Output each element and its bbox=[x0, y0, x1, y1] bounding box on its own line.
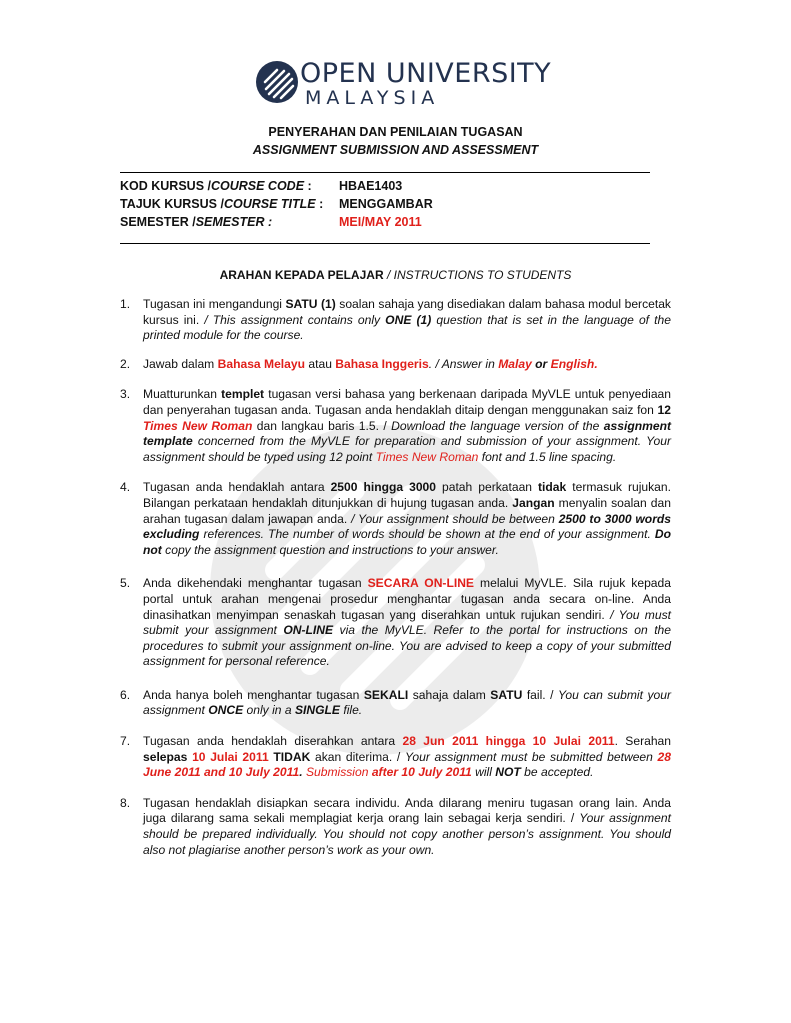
course-title-value: MENGGAMBAR bbox=[339, 197, 433, 211]
item-text: fail. / bbox=[522, 687, 558, 702]
course-code-value: HBAE1403 bbox=[339, 179, 403, 193]
item-text: Jangan bbox=[512, 495, 555, 510]
item-text: concerned from the MyVLE for preparation and submission of your assignment. Your assignment should be typed using 12 point bbox=[143, 434, 671, 464]
item-text: Tugasan anda hendaklah diserahkan antara bbox=[143, 734, 403, 749]
semester-value: MEI/MAY 2011 bbox=[339, 215, 422, 229]
item-text: Download the language version of the bbox=[391, 418, 604, 433]
item-text: 2500 to 3000 words excluding bbox=[143, 511, 672, 542]
item-text: ONE (1) bbox=[385, 312, 432, 327]
item-text: patah perkataan bbox=[436, 480, 539, 495]
item-text: question that is set in the language of the printed module for the course. bbox=[143, 312, 671, 343]
instructions-title bbox=[0, 268, 791, 282]
item-text: Your assignment should be prepared individually. You should not copy another person’s assignment. You should also not plagiarise another person’s work as your own. bbox=[143, 811, 671, 857]
doc-title-ms: PENYERAHAN DAN PENILAIAN TUGASAN bbox=[268, 125, 523, 139]
item-text: Tugasan hendaklah disiapkan secara individu. Anda dilarang meniru tugasan orang lain. Anda juga dilarang sama sekali memplagiat kerja orang lain sebagai kerja sendiri. / bbox=[143, 795, 671, 826]
course-title-label-en: COURSE TITLE bbox=[223, 197, 316, 211]
item-text: Tugasan ini mengandungi bbox=[143, 297, 286, 311]
item-text: Jawab dalam bbox=[143, 356, 218, 371]
item-text: SEKALI bbox=[363, 687, 409, 702]
item-text: 12 bbox=[657, 402, 671, 417]
item-text: templet bbox=[221, 387, 265, 402]
item-text: via the MyVLE. Refer to the portal for instructions on the procedures to submit your assignment on-line. You are advised to keep a copy of your submitted assignment for personal reference. bbox=[143, 623, 671, 669]
divider-top bbox=[120, 172, 650, 173]
item-text: melalui MyVLE. Sila rujuk kepada portal untuk arahan mengenai prosedur menghantar tugasan anda secara on-line. Anda dinasihatkan menyimpan senaskah tugasan yang diserahkan untuk rujukan sendiri. bbox=[143, 576, 671, 622]
item-text: . bbox=[299, 765, 306, 780]
item-number: 8. bbox=[120, 795, 131, 810]
item-text: font and 1.5 line spacing. bbox=[478, 449, 617, 464]
item-number: 7. bbox=[120, 734, 131, 749]
item-text: Tugasan anda hendaklah antara bbox=[143, 480, 331, 495]
item-text: Submission bbox=[305, 765, 372, 780]
item-text: / This assignment contains only bbox=[204, 312, 386, 327]
item-text: Times New Roman bbox=[143, 418, 253, 433]
course-code-label-en: COURSE CODE bbox=[210, 179, 305, 193]
item-text: NOT bbox=[495, 765, 521, 780]
item-text: Anda dikehendaki menghantar tugasan bbox=[143, 576, 368, 591]
item-number: 3. bbox=[120, 387, 131, 402]
list-item bbox=[120, 734, 671, 781]
item-text: Answer in bbox=[441, 356, 499, 371]
divider-bottom bbox=[120, 243, 650, 244]
item-text: ONCE bbox=[208, 703, 244, 718]
item-text: Malay bbox=[498, 356, 532, 371]
course-title-label-ms: TAJUK KURSUS / bbox=[120, 197, 224, 211]
item-number: 4. bbox=[120, 480, 131, 495]
logo-line2: MALAYSIA bbox=[305, 87, 440, 109]
course-title-row bbox=[120, 197, 433, 211]
instructions-list bbox=[120, 297, 671, 858]
item-text: SATU (1) bbox=[285, 297, 336, 311]
item-text: Bahasa Melayu bbox=[217, 356, 306, 371]
list-item bbox=[120, 688, 671, 719]
item-text: . / bbox=[428, 356, 442, 371]
item-text: atau bbox=[305, 356, 336, 371]
item-text: SINGLE bbox=[294, 703, 340, 718]
item-text: copy the assignment question and instructions to your answer. bbox=[161, 542, 499, 557]
item-text: file. bbox=[339, 703, 363, 718]
item-text: will bbox=[471, 765, 496, 780]
list-item bbox=[120, 357, 671, 373]
item-text: English. bbox=[550, 356, 598, 371]
item-text: Muatturunkan bbox=[143, 387, 222, 402]
university-emblem-icon bbox=[255, 60, 299, 104]
item-text: Do not bbox=[143, 527, 671, 557]
course-code-row bbox=[120, 179, 403, 193]
course-code-colon: : bbox=[307, 179, 312, 193]
list-item bbox=[120, 480, 671, 558]
item-text: soalan sahaja yang disediakan dalam bahasa modul bercetak kursus ini. bbox=[143, 297, 671, 327]
semester-label-ms: SEMESTER / bbox=[120, 215, 196, 229]
item-text: menyalin soalan dan arahan tugasan dalam jawapan anda. bbox=[143, 495, 671, 526]
logo-line1: OPEN UNIVERSITY bbox=[300, 58, 552, 89]
item-text: only in a bbox=[243, 703, 295, 718]
item-text: / You must submit your assignment bbox=[143, 607, 672, 638]
list-item bbox=[120, 297, 671, 344]
item-text: dan langkau baris 1.5. / bbox=[252, 418, 392, 433]
item-text: / Your assignment should be between bbox=[351, 511, 559, 526]
item-text: after 10 July 2011 bbox=[371, 765, 472, 780]
item-text: Times New Roman bbox=[375, 449, 479, 464]
item-number: 6. bbox=[120, 687, 131, 702]
list-item bbox=[120, 796, 671, 858]
item-text: selepas bbox=[143, 749, 188, 764]
item-text: Bahasa Inggeris bbox=[335, 356, 429, 371]
item-text: sahaja dalam bbox=[408, 687, 491, 702]
item-text: akan diterima. / bbox=[310, 749, 405, 764]
item-text: TIDAK bbox=[273, 749, 311, 764]
item-number: 2. bbox=[120, 356, 131, 371]
item-text: 2500 hingga 3000 bbox=[330, 480, 436, 495]
item-text: tidak bbox=[538, 480, 567, 495]
item-text: references. The number of words should be shown at the end of your assignment. bbox=[199, 527, 655, 542]
item-text: SATU bbox=[490, 687, 523, 702]
item-text: . Serahan bbox=[614, 734, 671, 749]
semester-label-en: SEMESTER : bbox=[195, 215, 273, 229]
item-text: Anda hanya boleh menghantar tugasan bbox=[143, 687, 364, 702]
item-text: be accepted. bbox=[520, 765, 594, 780]
list-item bbox=[120, 387, 671, 465]
instructions-title-en: / INSTRUCTIONS TO STUDENTS bbox=[386, 268, 572, 282]
course-title-colon: : bbox=[319, 197, 324, 211]
item-text: SECARA ON-LINE bbox=[367, 576, 474, 591]
item-text: termasuk rujukan. Bilangan perkataan hendaklah ditunjukkan di hujung tugasan anda. bbox=[143, 480, 671, 510]
item-text: 28 Jun 2011 hingga 10 Julai 2011 bbox=[402, 734, 615, 749]
item-number: 1. bbox=[120, 297, 131, 311]
item-text: 28 June 2011 and 10 July 2011 bbox=[143, 749, 671, 780]
semester-row bbox=[120, 215, 422, 229]
item-text: 10 Julai 2011 bbox=[192, 749, 269, 764]
item-text: Your assignment must be submitted between bbox=[404, 749, 658, 764]
list-item bbox=[120, 576, 671, 670]
item-text: You can submit your assignment bbox=[143, 687, 671, 718]
item-text: assignment template bbox=[143, 418, 671, 449]
doc-title-en: ASSIGNMENT SUBMISSION AND ASSESSMENT bbox=[252, 143, 539, 157]
instructions-title-ms: ARAHAN KEPADA PELAJAR bbox=[219, 268, 384, 282]
course-code-label-ms: KOD KURSUS / bbox=[120, 179, 211, 193]
university-logo bbox=[255, 57, 552, 113]
item-text: tugasan versi bahasa yang berkenaan daripada MyVLE untuk penyediaan dan penyerahan tugasan anda. Tugasan anda hendaklah ditaip dengan menggunakan saiz fon bbox=[143, 387, 672, 417]
item-number: 5. bbox=[120, 576, 131, 591]
item-text: ON-LINE bbox=[283, 623, 334, 638]
item-text: or bbox=[531, 356, 551, 371]
